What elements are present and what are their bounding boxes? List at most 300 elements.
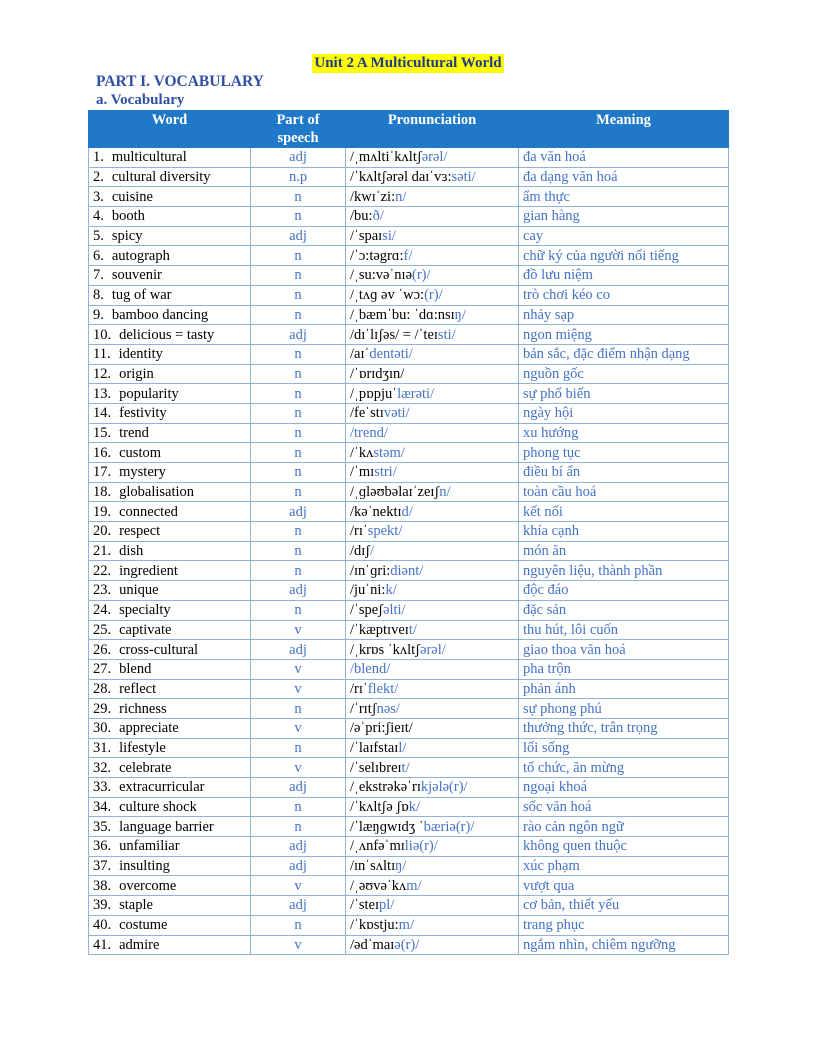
word-text: dish [119, 543, 144, 560]
part-of-speech-cell: adj [251, 502, 346, 522]
pronunciation-cell [346, 581, 519, 601]
pronunciation-part-a: /rɪˈ [350, 523, 368, 540]
word-cell [89, 226, 251, 246]
word-text: tug of war [111, 287, 172, 304]
table-row [89, 718, 729, 738]
pronunciation-part-a: /ˈkʌltʃə ʃɒ [350, 799, 409, 816]
table-row [89, 148, 729, 168]
word-cell [89, 699, 251, 719]
row-number: 11. [93, 346, 111, 363]
word-text: festivity [119, 405, 167, 422]
meaning-cell: nguồn gốc [519, 364, 729, 384]
row-number: 19. [93, 503, 112, 520]
word-text: extracurricular [119, 779, 205, 796]
row-number: 39. [93, 897, 112, 914]
meaning-cell: sốc văn hoá [519, 797, 729, 817]
row-number: 21. [93, 543, 112, 560]
table-row [89, 659, 729, 679]
part-of-speech-cell: n [251, 266, 346, 286]
meaning-cell: xu hướng [519, 423, 729, 443]
table-row [89, 364, 729, 384]
word-cell [89, 522, 251, 542]
word-cell [89, 305, 251, 325]
row-number: 37. [93, 858, 112, 875]
word-cell [89, 778, 251, 798]
pronunciation-part-a: /dɪˈlɪʃəs/ = /ˈteɪ [350, 326, 438, 343]
pronunciation-part-b: əlti/ [383, 602, 406, 619]
pronunciation-cell [346, 403, 519, 423]
sub-heading: a. Vocabulary [96, 92, 185, 108]
row-number: 23. [93, 582, 112, 599]
part-of-speech-cell: n [251, 522, 346, 542]
pronunciation-part-b: diənt/ [390, 562, 424, 579]
part-of-speech-cell: n [251, 423, 346, 443]
pronunciation-part-a: /dɪʃ [350, 543, 371, 560]
pronunciation-part-b: stəm/ [373, 444, 405, 461]
pronunciation-cell [346, 659, 519, 679]
part-of-speech-cell: n [251, 817, 346, 837]
pronunciation-part-b: si/ [382, 228, 396, 245]
pronunciation-cell [346, 482, 519, 502]
word-cell [89, 896, 251, 916]
part-of-speech-cell: n [251, 600, 346, 620]
pronunciation-part-a: /ˌəʊvəˈkʌ [350, 877, 407, 894]
pronunciation-cell [346, 718, 519, 738]
word-cell [89, 443, 251, 463]
pronunciation-part-a: /ɪnˈsʌltɪ [350, 858, 396, 875]
part-of-speech-cell: n [251, 561, 346, 581]
word-cell [89, 915, 251, 935]
word-cell [89, 285, 251, 305]
word-text: insulting [119, 858, 170, 875]
pronunciation-part-b: d/ [401, 503, 413, 520]
meaning-cell: pha trộn [519, 659, 729, 679]
pronunciation-cell [346, 679, 519, 699]
pronunciation-cell [346, 167, 519, 187]
row-number: 30. [93, 720, 112, 737]
pronunciation-part-a: /ˌtʌɡ əv ˈwɔ: [350, 287, 425, 304]
word-cell [89, 325, 251, 345]
row-number: 4. [93, 208, 104, 225]
table-row [89, 837, 729, 857]
row-number: 24. [93, 602, 112, 619]
pronunciation-cell [346, 600, 519, 620]
meaning-cell: trang phục [519, 915, 729, 935]
table-row [89, 443, 729, 463]
part-of-speech-cell: v [251, 935, 346, 955]
word-cell [89, 266, 251, 286]
part-of-speech-cell: adj [251, 581, 346, 601]
meaning-cell: ẩm thực [519, 187, 729, 207]
meaning-cell: bản sắc, đặc điểm nhận dạng [519, 344, 729, 364]
pronunciation-part-b: dentəti/ [369, 346, 413, 363]
pronunciation-part-a: /ˈspaɪ [350, 228, 383, 245]
table-body [89, 148, 729, 955]
pronunciation-part-a: /ˌpɒpjuˈ [350, 385, 398, 402]
pronunciation-cell [346, 226, 519, 246]
table-row [89, 384, 729, 404]
row-number: 27. [93, 661, 112, 678]
pronunciation-part-a: /feˈstɪ [350, 405, 384, 422]
table-row [89, 679, 729, 699]
table-row [89, 207, 729, 227]
word-cell [89, 246, 251, 266]
pronunciation-part-b: m/ [398, 917, 414, 934]
meaning-cell: không quen thuộc [519, 837, 729, 857]
table-row [89, 797, 729, 817]
table-row [89, 817, 729, 837]
pronunciation-part-b: ərəl/ [421, 149, 448, 166]
meaning-cell: khía cạnh [519, 522, 729, 542]
meaning-cell: sự phổ biến [519, 384, 729, 404]
pronunciation-part-a: /ˈselɪbreɪ [350, 759, 402, 776]
pronunciation-part-a: /aɪˈ [350, 346, 370, 363]
pronunciation-cell [346, 797, 519, 817]
pronunciation-part-a: /ˈlaɪfstaɪ [350, 739, 399, 756]
pronunciation-cell [346, 384, 519, 404]
part-of-speech-cell: v [251, 620, 346, 640]
pronunciation-part-a: /juˈni: [350, 582, 386, 599]
word-cell [89, 738, 251, 758]
row-number: 1. [93, 149, 104, 166]
word-text: multicultural [111, 149, 187, 166]
word-cell [89, 167, 251, 187]
table-row [89, 699, 729, 719]
table-row [89, 522, 729, 542]
meaning-cell: tổ chức, ăn mừng [519, 758, 729, 778]
part-of-speech-cell: adj [251, 325, 346, 345]
row-number: 6. [93, 247, 104, 264]
part-of-speech-cell: n [251, 915, 346, 935]
word-cell [89, 541, 251, 561]
word-text: overcome [119, 877, 177, 894]
word-cell [89, 482, 251, 502]
part-of-speech-cell: adj [251, 640, 346, 660]
word-cell [89, 640, 251, 660]
table-row [89, 856, 729, 876]
meaning-cell: sự phong phú [519, 699, 729, 719]
pronunciation-cell [346, 344, 519, 364]
word-cell [89, 876, 251, 896]
part-of-speech-cell: n [251, 187, 346, 207]
pronunciation-part-a: /bu: [350, 208, 373, 225]
table-header-row [89, 111, 729, 148]
pronunciation-part-b: ŋ/ [395, 858, 407, 875]
pronunciation-part-a: /rɪˈ [350, 680, 368, 697]
table-row [89, 640, 729, 660]
meaning-cell: ngày hội [519, 403, 729, 423]
meaning-cell: kết nối [519, 502, 729, 522]
part-of-speech-cell: adj [251, 148, 346, 168]
part-of-speech-cell: n.p [251, 167, 346, 187]
row-number: 28. [93, 680, 112, 697]
word-text: unfamiliar [119, 838, 180, 855]
row-number: 41. [93, 936, 112, 953]
part-of-speech-cell: v [251, 718, 346, 738]
meaning-cell: nhảy sạp [519, 305, 729, 325]
pronunciation-cell [346, 915, 519, 935]
pronunciation-part-a: /ˈkæptɪveɪ [350, 621, 409, 638]
table-row [89, 738, 729, 758]
meaning-cell: phong tục [519, 443, 729, 463]
word-cell [89, 344, 251, 364]
meaning-cell: đặc sản [519, 600, 729, 620]
meaning-cell: thu hút, lôi cuốn [519, 620, 729, 640]
word-text: custom [119, 444, 162, 461]
word-cell [89, 600, 251, 620]
word-cell [89, 797, 251, 817]
pronunciation-part-a: /ˈrɪtʃ [350, 700, 377, 717]
word-cell [89, 620, 251, 640]
row-number: 26. [93, 641, 112, 658]
meaning-cell: chữ ký của người nổi tiếng [519, 246, 729, 266]
word-text: cultural diversity [111, 169, 211, 186]
meaning-cell: phản ánh [519, 679, 729, 699]
pronunciation-part-a: /ɪnˈɡri: [350, 562, 391, 579]
pronunciation-cell [346, 935, 519, 955]
meaning-cell: trò chơi kéo co [519, 285, 729, 305]
word-text: ingredient [119, 562, 178, 579]
pronunciation-cell [346, 522, 519, 542]
row-number: 12. [93, 365, 112, 382]
pronunciation-part-b: ŋ/ [454, 306, 466, 323]
part-of-speech-cell: adj [251, 896, 346, 916]
table-row [89, 620, 729, 640]
part-of-speech-cell: n [251, 364, 346, 384]
part-of-speech-cell: n [251, 482, 346, 502]
word-text: popularity [119, 385, 179, 402]
row-number: 31. [93, 739, 112, 756]
word-cell [89, 463, 251, 483]
word-text: cuisine [111, 188, 153, 205]
word-text: connected [119, 503, 178, 520]
table-row [89, 758, 729, 778]
part-of-speech-cell: n [251, 384, 346, 404]
word-text: reflect [119, 680, 157, 697]
part-of-speech-cell: n [251, 699, 346, 719]
row-number: 2. [93, 169, 104, 186]
table-row [89, 915, 729, 935]
part-heading: PART I. VOCABULARY [96, 73, 264, 90]
pronunciation-part-b: t/ [408, 621, 417, 638]
pronunciation-cell [346, 423, 519, 443]
meaning-cell: vượt qua [519, 876, 729, 896]
row-number: 29. [93, 700, 112, 717]
pronunciation-part-a: /ədˈmaɪ [350, 936, 395, 953]
pronunciation-part-a: /kwɪˈzi: [350, 188, 396, 205]
word-text: captivate [119, 621, 172, 638]
table-row [89, 325, 729, 345]
pronunciation-part-b: f/ [403, 247, 413, 264]
row-number: 7. [93, 267, 104, 284]
word-text: blend [119, 661, 152, 678]
pronunciation-cell [346, 148, 519, 168]
word-cell [89, 364, 251, 384]
table-row [89, 226, 729, 246]
meaning-cell: đồ lưu niệm [519, 266, 729, 286]
pronunciation-part-a: /ˈɔ:təgrɑ: [350, 247, 404, 264]
word-cell [89, 187, 251, 207]
word-cell [89, 837, 251, 857]
row-number: 9. [93, 306, 104, 323]
word-cell [89, 423, 251, 443]
part-of-speech-cell: n [251, 797, 346, 817]
meaning-cell: đa dạng văn hoá [519, 167, 729, 187]
part-of-speech-cell: adj [251, 778, 346, 798]
row-number: 8. [93, 287, 104, 304]
table-row [89, 285, 729, 305]
row-number: 33. [93, 779, 112, 796]
meaning-cell: ngắm nhìn, chiêm ngưỡng [519, 935, 729, 955]
pronunciation-cell [346, 502, 519, 522]
word-text: mystery [119, 464, 166, 481]
table-row [89, 463, 729, 483]
word-cell [89, 581, 251, 601]
table-row [89, 266, 729, 286]
word-cell [89, 659, 251, 679]
header-pos-line2: speech [277, 130, 319, 146]
meaning-cell: giao thoa văn hoá [519, 640, 729, 660]
pronunciation-part-b: (r)/ [412, 267, 431, 284]
row-number: 20. [93, 523, 112, 540]
part-of-speech-cell: n [251, 443, 346, 463]
pronunciation-part-b: m/ [406, 877, 422, 894]
pronunciation-part-a: /ˌɡləʊbəlaɪˈzeɪʃ [350, 484, 440, 501]
pronunciation-cell [346, 187, 519, 207]
word-text: respect [119, 523, 161, 540]
row-number: 32. [93, 759, 112, 776]
word-text: spicy [111, 228, 143, 245]
table-row [89, 423, 729, 443]
word-text: trend [119, 424, 149, 441]
word-cell [89, 718, 251, 738]
table-row [89, 935, 729, 955]
meaning-cell: món ăn [519, 541, 729, 561]
row-number: 40. [93, 917, 112, 934]
row-number: 36. [93, 838, 112, 855]
table-row [89, 896, 729, 916]
pronunciation-cell [346, 640, 519, 660]
word-cell [89, 148, 251, 168]
word-cell [89, 935, 251, 955]
meaning-cell: điều bí ẩn [519, 463, 729, 483]
meaning-cell: độc đáo [519, 581, 729, 601]
pronunciation-part-b: t/ [401, 759, 410, 776]
pronunciation-part-a: /ˌkrɒs ˈkʌltʃ [350, 641, 421, 658]
meaning-cell: nguyên liệu, thành phần [519, 561, 729, 581]
pronunciation-part-b: n/ [395, 188, 407, 205]
pronunciation-cell [346, 325, 519, 345]
pronunciation-cell [346, 699, 519, 719]
meaning-cell: xúc phạm [519, 856, 729, 876]
pronunciation-part-a: /ˌsu:vəˈnɪə [350, 267, 413, 284]
pronunciation-cell [346, 620, 519, 640]
pronunciation-part-b: pl/ [379, 897, 395, 914]
meaning-cell: cay [519, 226, 729, 246]
pronunciation-part-b: bæriə(r)/ [423, 818, 475, 835]
word-text: specialty [119, 602, 171, 619]
word-cell [89, 561, 251, 581]
word-text: delicious = tasty [119, 326, 215, 343]
meaning-cell: đa văn hoá [519, 148, 729, 168]
pronunciation-part-b: / [370, 543, 375, 560]
pronunciation-part-b: vəti/ [383, 405, 410, 422]
pronunciation-part-b: lærəti/ [397, 385, 435, 402]
word-text: celebrate [119, 759, 172, 776]
row-number: 13. [93, 385, 112, 402]
part-of-speech-cell: n [251, 305, 346, 325]
part-of-speech-cell: v [251, 758, 346, 778]
pronunciation-part-a: /ˈkʌltʃərəl daɪˈvɜ: [350, 169, 452, 186]
part-of-speech-cell: adj [251, 856, 346, 876]
word-text: autograph [111, 247, 170, 264]
row-number: 25. [93, 621, 112, 638]
part-of-speech-cell: n [251, 207, 346, 227]
word-text: lifestyle [119, 739, 166, 756]
word-text: admire [119, 936, 160, 953]
row-number: 17. [93, 464, 112, 481]
part-of-speech-cell: adj [251, 226, 346, 246]
meaning-cell: lối sống [519, 738, 729, 758]
pronunciation-part-b: flekt/ [367, 680, 399, 697]
row-number: 14. [93, 405, 112, 422]
pronunciation-cell [346, 837, 519, 857]
pronunciation-part-a: /əˈpri:ʃieɪt/ [350, 720, 413, 737]
pronunciation-cell [346, 896, 519, 916]
part-of-speech-cell: n [251, 738, 346, 758]
word-cell [89, 817, 251, 837]
pronunciation-part-a: /ˈsteɪ [350, 897, 379, 914]
word-text: cross-cultural [119, 641, 199, 658]
meaning-cell: ngon miệng [519, 325, 729, 345]
row-number: 34. [93, 799, 112, 816]
pronunciation-cell [346, 266, 519, 286]
row-number: 5. [93, 228, 104, 245]
row-number: 16. [93, 444, 112, 461]
pronunciation-cell [346, 561, 519, 581]
word-text: souvenir [111, 267, 162, 284]
table-row [89, 305, 729, 325]
pronunciation-part-b: nəs/ [376, 700, 400, 717]
word-text: identity [118, 346, 163, 363]
pronunciation-part-b: n/ [439, 484, 451, 501]
word-cell [89, 207, 251, 227]
word-cell [89, 403, 251, 423]
word-cell [89, 758, 251, 778]
pronunciation-cell [346, 856, 519, 876]
word-text: staple [119, 897, 153, 914]
pronunciation-part-b: kjələ(r)/ [420, 779, 468, 796]
table-row [89, 187, 729, 207]
header-part-of-speech [251, 111, 346, 148]
part-of-speech-cell: v [251, 876, 346, 896]
pronunciation-cell [346, 364, 519, 384]
part-of-speech-cell: n [251, 344, 346, 364]
table-row [89, 876, 729, 896]
row-number: 35. [93, 818, 112, 835]
pronunciation-part-a: /ˈkʌ [350, 444, 374, 461]
pronunciation-part-b: stri/ [374, 464, 397, 481]
pronunciation-part-b: ərəl/ [420, 641, 446, 658]
pronunciation-part-b: səti/ [451, 169, 476, 186]
pronunciation-cell [346, 443, 519, 463]
pronunciation-part-b: ð/ [372, 208, 384, 225]
pronunciation-part-a: /ˈɒrɪdʒɪn/ [350, 365, 405, 382]
table-row [89, 581, 729, 601]
part-of-speech-cell: v [251, 659, 346, 679]
meaning-cell: thưởng thức, trân trọng [519, 718, 729, 738]
table-row [89, 246, 729, 266]
